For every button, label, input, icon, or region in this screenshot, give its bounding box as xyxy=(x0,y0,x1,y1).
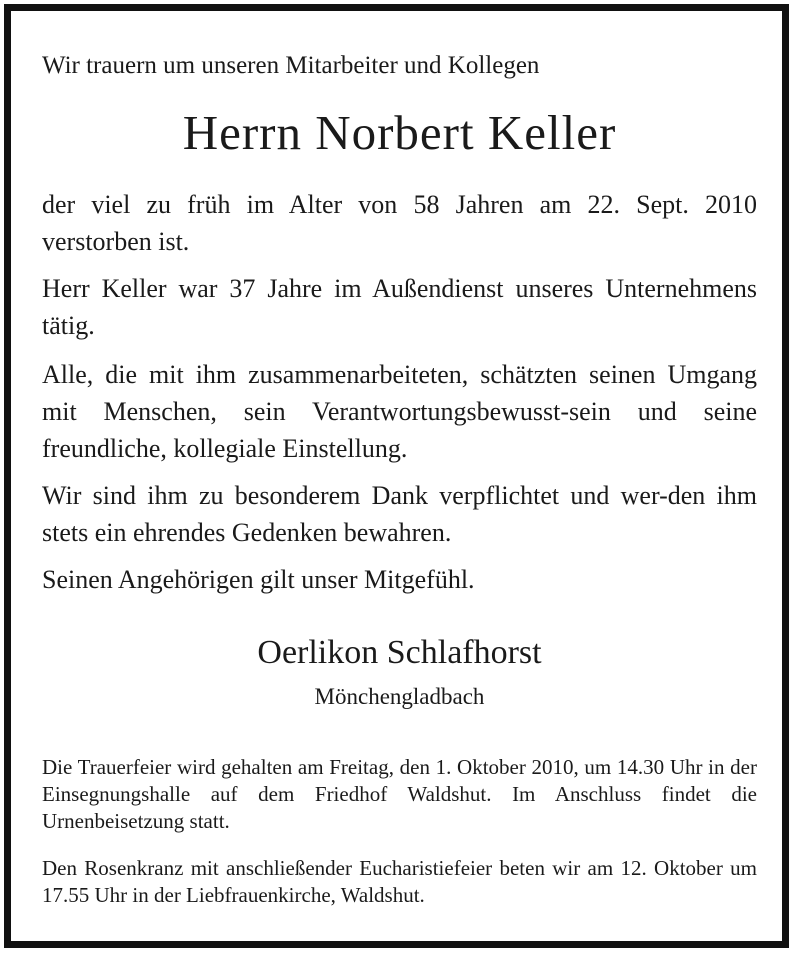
company-city: Mönchengladbach xyxy=(314,684,485,709)
rosary-info: Den Rosenkranz mit anschließender Eucharistiefeier beten wir am 12. Oktober um 17.55 Uhr in der Liebfrauenkirche, Waldshut. xyxy=(42,856,757,907)
paragraph-appreciation: Alle, die mit ihm zusammenarbeiteten, schätzten seinen Umgang mit Menschen, sein Verantwortungsbewusst-sein und seine freundliche, kollegiale Einstellung. xyxy=(42,360,757,463)
deceased-name: Herrn Norbert Keller xyxy=(182,105,617,160)
intro-line: Wir trauern um unseren Mitarbeiter und Kollegen xyxy=(42,52,540,79)
ceremony-info: Die Trauerfeier wird gehalten am Freitag, den 1. Oktober 2010, um 14.30 Uhr in der Einsegnungshalle auf dem Friedhof Waldshut. Im Anschluss findet die Urnenbeisetzung statt. xyxy=(42,755,757,833)
paragraph-gratitude: Wir sind ihm zu besonderem Dank verpflichtet und wer-den ihm stets ein ehrendes Gedenken bewahren. xyxy=(42,481,757,547)
paragraph-death: der viel zu früh im Alter von 58 Jahren am 22. Sept. 2010 verstorben ist. xyxy=(42,190,757,256)
company-name: Oerlikon Schlafhorst xyxy=(257,634,542,671)
paragraph-service: Herr Keller war 37 Jahre im Außendienst unseres Unternehmens tätig. xyxy=(42,274,757,340)
paragraph-condolence: Seinen Angehörigen gilt unser Mitgefühl. xyxy=(42,565,475,594)
